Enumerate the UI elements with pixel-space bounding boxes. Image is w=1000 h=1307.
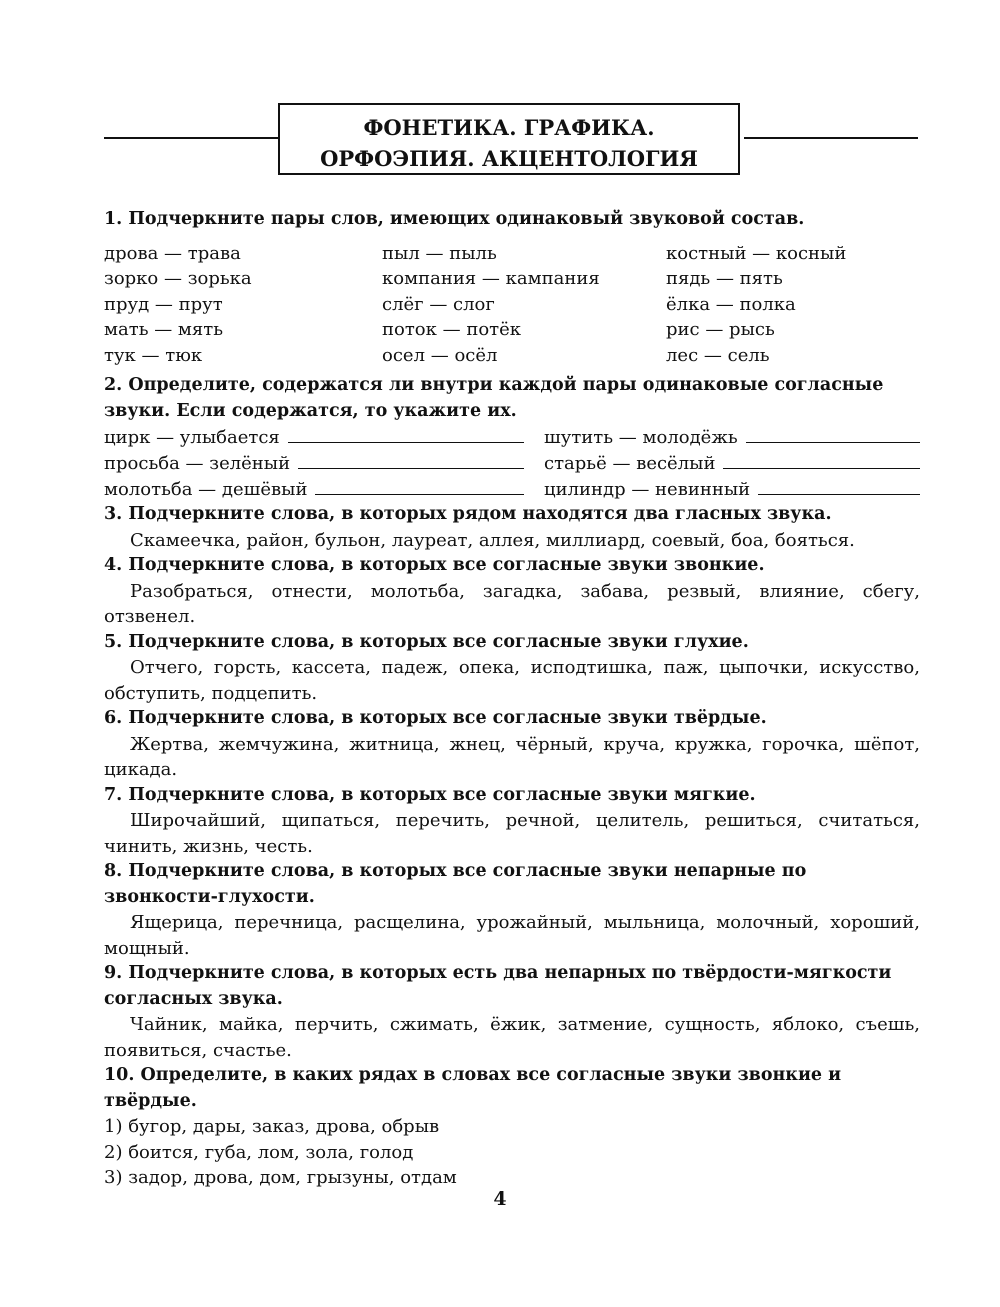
pair-label: шутить — молодёжь xyxy=(544,427,738,448)
task-8-question: 8. Подчеркните слова, в которых все согласные звуки непарные по звонкости-глухости. xyxy=(104,861,807,907)
pair-label: просьба — зелёный xyxy=(104,453,291,474)
answer-row xyxy=(544,450,920,476)
task-6-question: 6. Подчеркните слова, в которых все согласные звуки твёрдые. xyxy=(104,708,767,728)
task-1-question: 1. Подчеркните пары слов, имеющих одинаковый звуковой состав. xyxy=(104,209,805,229)
answer-row xyxy=(104,450,524,476)
word-pair: слёг — слог xyxy=(382,293,495,315)
word-pair: ёлка — полка xyxy=(666,293,796,315)
section-title-line2: ОРФОЭПИЯ. АКЦЕНТОЛОГИЯ xyxy=(320,146,698,171)
task-4-words: Разобраться, отнести, молотьба, загадка, забава, резвый, влияние, сбегу, отзвенел. xyxy=(104,580,920,627)
task-10-question: 10. Определите, в каких рядах в словах все согласные звуки звонкие и твёрдые. xyxy=(104,1065,842,1111)
task-2-question: 2. Определите, содержатся ли внутри каждой пары одинаковые согласные звуки. Если содержатся, то укажите их. xyxy=(104,375,884,421)
word-pair: мать — мять xyxy=(104,319,224,340)
exercises xyxy=(104,207,920,1191)
word-pair: пыл — пыль xyxy=(382,242,497,264)
answer-blank[interactable] xyxy=(288,424,524,443)
word-pair: поток — потёк xyxy=(382,319,522,340)
task-5-words: Отчего, горсть, кассета, падеж, опека, исподтишка, паж, цыпочки, искусство, обступить, подцепить. xyxy=(104,657,920,704)
section-title-line1: ФОНЕТИКА. ГРАФИКА. xyxy=(363,115,655,140)
task-10-option-2: 2) боится, губа, лом, зола, голод xyxy=(104,1141,414,1163)
task-3-words: Скамеечка, район, бульон, лауреат, аллея, миллиард, соевый, боа, бояться. xyxy=(130,529,855,551)
pair-label: старьё — весёлый xyxy=(544,453,716,474)
task-3-question: 3. Подчеркните слова, в которых рядом находятся два гласных звука. xyxy=(104,504,832,524)
answer-blank[interactable] xyxy=(758,476,920,495)
answer-row xyxy=(544,424,920,450)
task-9-words: Чайник, майка, перчить, сжимать, ёжик, затмение, сущность, яблоко, съешь, появиться, счастье. xyxy=(104,1014,920,1061)
word-pair: костный — косный xyxy=(666,242,847,264)
answer-row xyxy=(104,424,524,450)
pair-label: цирк — улыбается xyxy=(104,427,280,448)
task-4-question: 4. Подчеркните слова, в которых все согласные звуки звонкие. xyxy=(104,555,765,575)
task-7-question: 7. Подчеркните слова, в которых все согласные звуки мягкие. xyxy=(104,784,756,805)
task-2-pairs xyxy=(104,424,920,502)
word-pair: компания — кампания xyxy=(382,268,600,289)
page-number: 4 xyxy=(493,1188,507,1210)
task-7-words: Широчайший, щипаться, перечить, речной, целитель, решиться, считаться, чинить, жизнь, честь. xyxy=(104,810,920,857)
task-8-words: Ящерица, перечница, расщелина, урожайный, мыльница, молочный, хороший, мощный. xyxy=(104,912,920,959)
pair-label: молотьба — дешёвый xyxy=(104,479,308,500)
answer-blank[interactable] xyxy=(723,450,920,469)
task-1-word-pairs xyxy=(104,241,920,369)
answer-row xyxy=(104,476,524,502)
section-title-box xyxy=(278,103,740,175)
header-rule-left xyxy=(104,137,278,139)
word-pair: лес — сель xyxy=(666,344,770,366)
task-10-option-1: 1) бугор, дары, заказ, дрова, обрыв xyxy=(104,1116,440,1137)
word-pair: осел — осёл xyxy=(382,344,498,366)
answer-blank[interactable] xyxy=(315,476,524,495)
word-pair: тук — тюк xyxy=(104,344,203,366)
answer-blank[interactable] xyxy=(746,424,920,443)
task-6-words: Жертва, жемчужина, житница, жнец, чёрный, круча, кружка, горочка, шёпот, цикада. xyxy=(104,733,920,780)
pair-label: цилиндр — невинный xyxy=(544,479,751,500)
word-pair: дрова — трава xyxy=(104,242,241,264)
header-rule-right xyxy=(744,137,918,139)
word-pair: пядь — пять xyxy=(666,268,783,289)
task-5-question: 5. Подчеркните слова, в которых все согласные звуки глухие. xyxy=(104,631,749,652)
task-10-option-3: 3) задор, дрова, дом, грызуны, отдам xyxy=(104,1167,457,1188)
answer-row xyxy=(544,476,920,502)
word-pair: пруд — прут xyxy=(104,293,223,315)
word-pair: зорко — зорька xyxy=(104,268,252,289)
word-pair: рис — рысь xyxy=(666,319,775,340)
answer-blank[interactable] xyxy=(298,450,524,469)
task-9-question: 9. Подчеркните слова, в которых есть два непарных по твёрдости-мягкости согласных звука. xyxy=(104,963,892,1009)
